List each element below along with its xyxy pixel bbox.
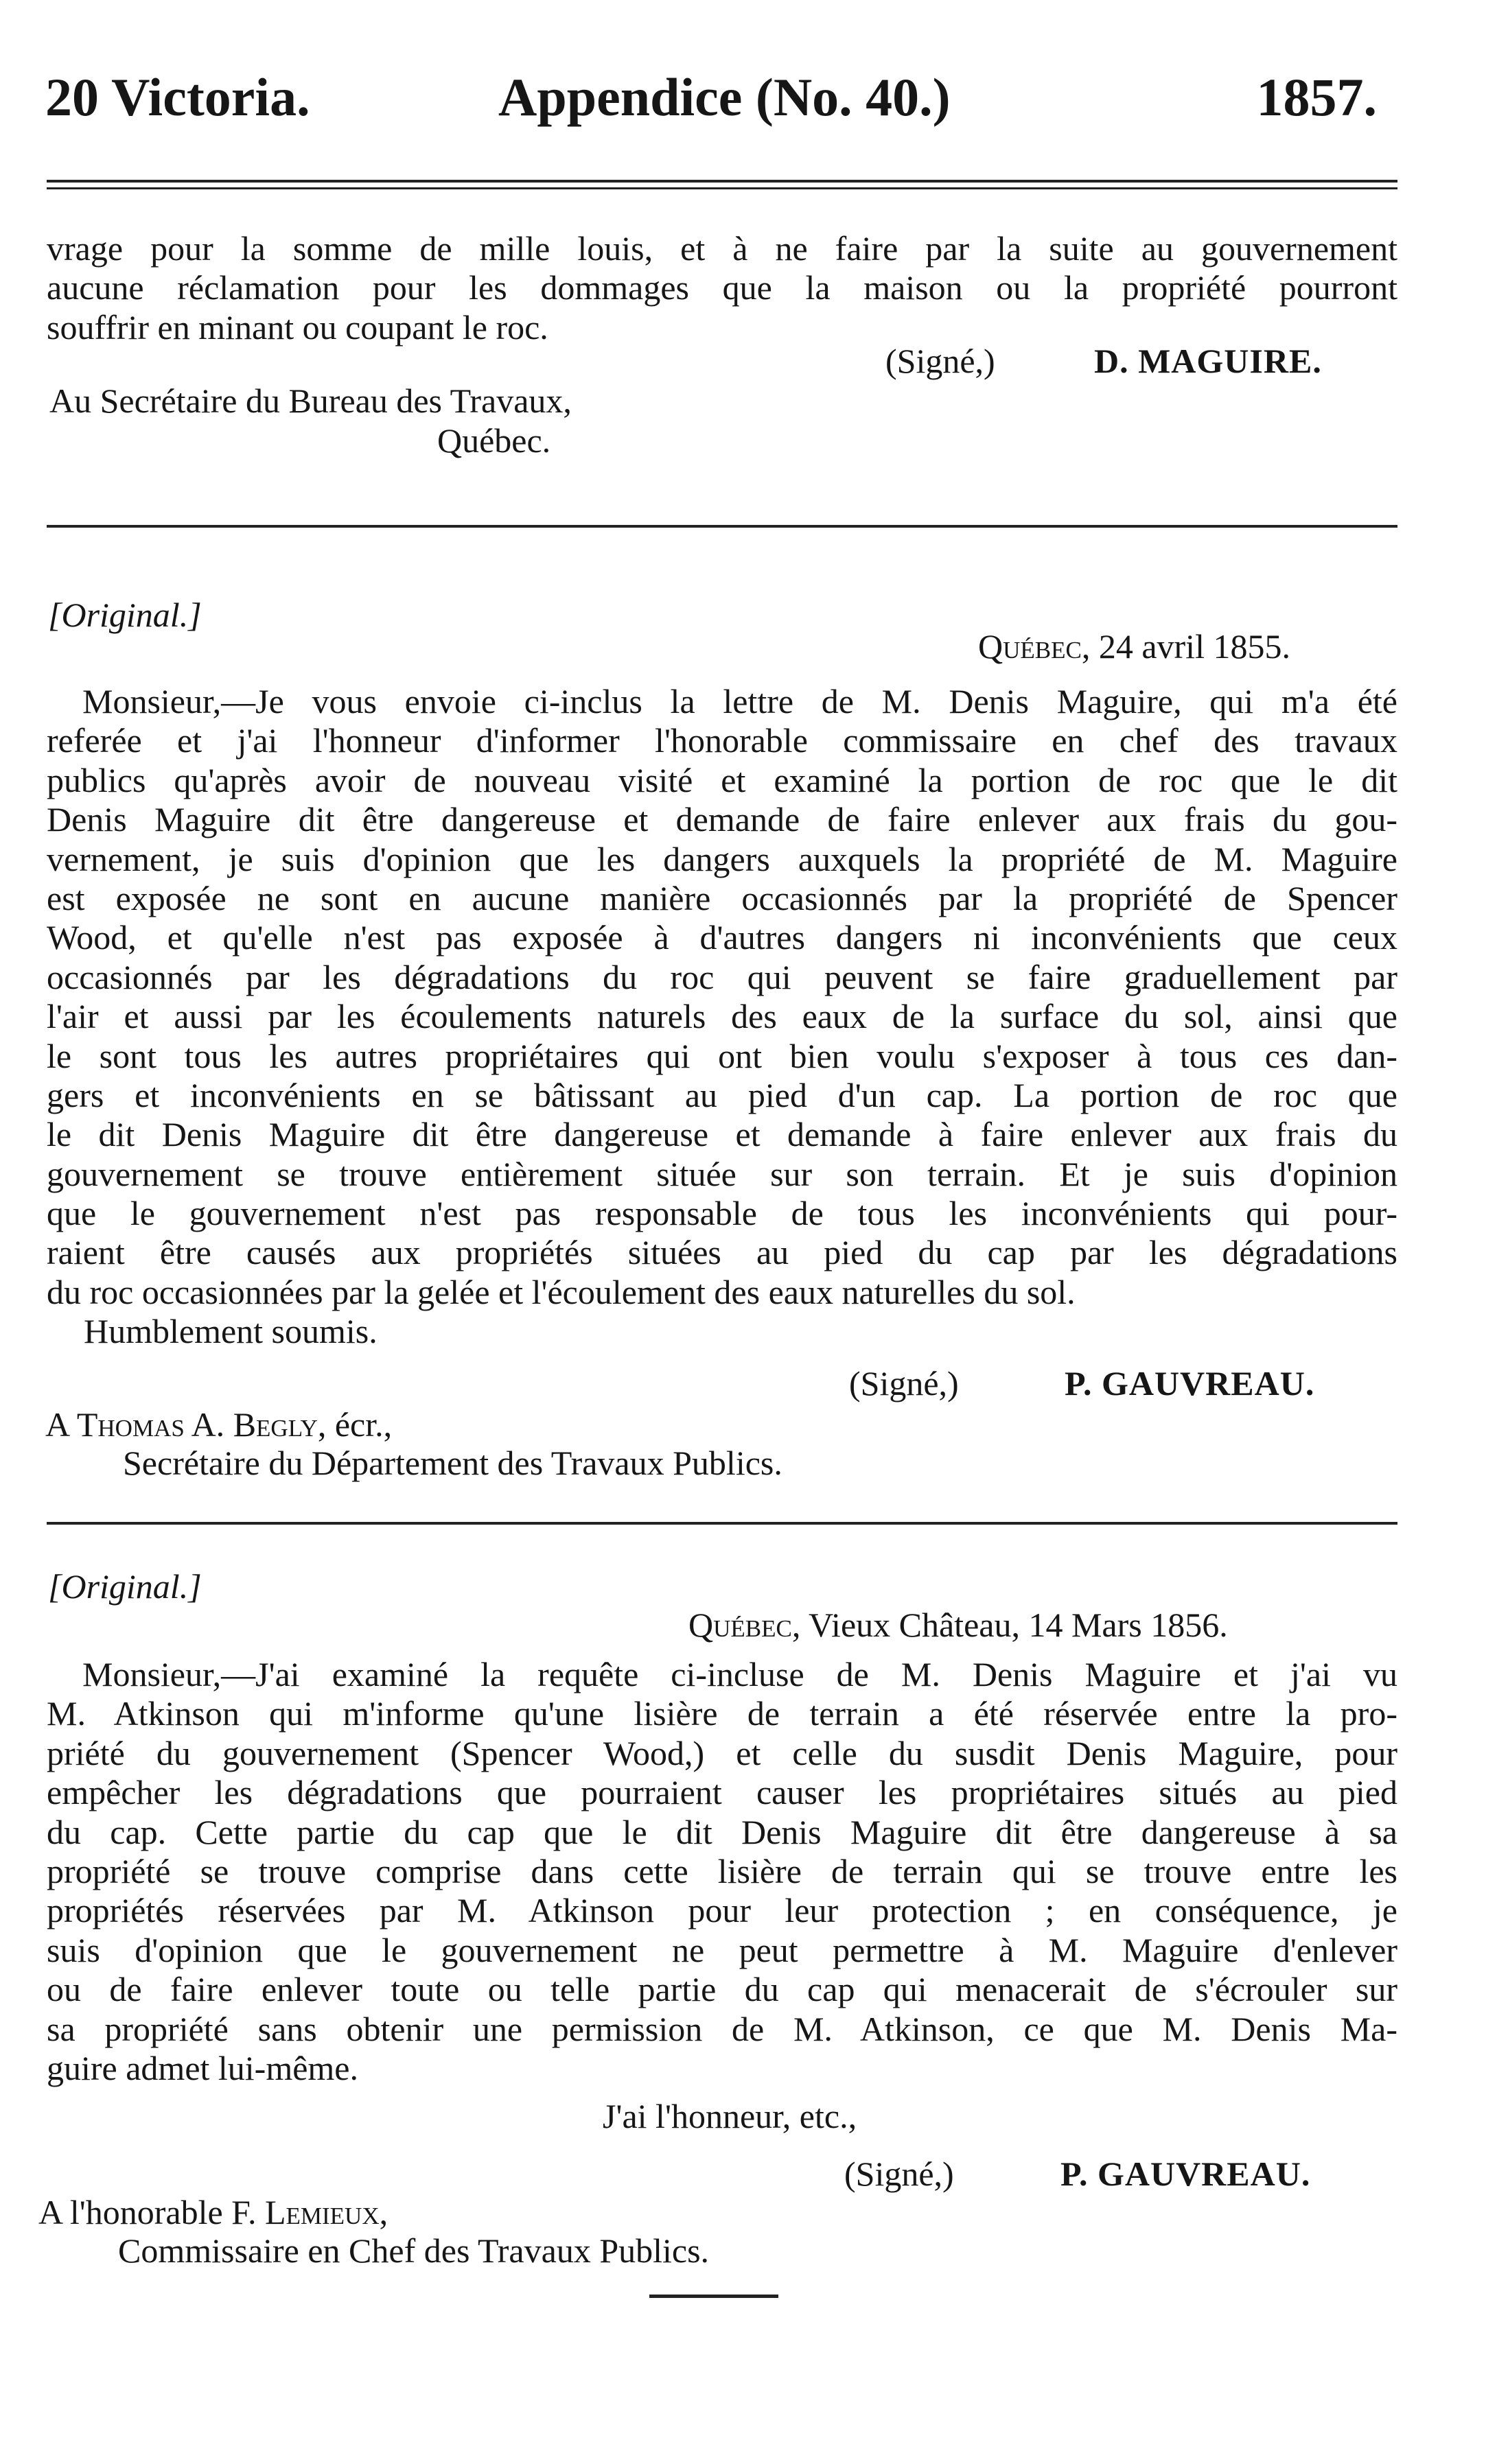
letter2-addressee-title: Secrétaire du Département des Travaux Publics. (123, 1444, 782, 1482)
letter3-signe: (Signé,) (844, 2155, 954, 2193)
letter2-dateline (978, 627, 1290, 667)
letter2-signe: (Signé,) (849, 1364, 959, 1403)
letter3-addressee-suffix: , (379, 2193, 388, 2231)
letter3-line: guire admet lui-même. (47, 2048, 359, 2087)
running-header (45, 63, 1377, 132)
letter3-addressee-title: Commissaire en Chef des Travaux Publics. (118, 2231, 710, 2270)
letter3-line: M. Atkinson qui m'informe qu'une lisière de terrain a été réservée entre la pro- (47, 1694, 1397, 1733)
letter2-addressee (45, 1405, 392, 1445)
letter3-line: suis d'opinion que le gouvernement ne peut permettre à M. Maguire d'enlever (47, 1930, 1397, 1969)
header-appendix: Appendice (No. 40.) (498, 67, 951, 127)
letter2-addressee-prefix: A (45, 1405, 77, 1444)
letter3-line: empêcher les dégradations que pourraient causer les propriétaires situés au pied (47, 1773, 1397, 1812)
letter3-line: propriété se trouve comprise dans cette lisière de terrain qui se trouve entre les (47, 1851, 1397, 1890)
letter1-signe: (Signé,) (885, 342, 995, 380)
letter2-signature: P. GAUVREAU. (1065, 1364, 1315, 1403)
letter1-line: souffrir en minant ou coupant le roc. (47, 307, 548, 347)
letter2-body (47, 682, 1397, 1312)
letter3-original-tag: [Original.] (48, 1567, 202, 1606)
letter3-closing: J'ai l'honneur, etc., (603, 2097, 857, 2135)
header-regnal-year: 20 Victoria. (45, 67, 310, 127)
letter1-line: vrage pour la somme de mille louis, et à ne faire par la suite au gouvernement (47, 229, 1397, 268)
letter2-line: referée et j'ai l'honneur d'informer l'honorable commissaire en chef des travaux (47, 721, 1397, 760)
letter2-line: Denis Maguire dit être dangereuse et demande de faire enlever aux frais du gou- (47, 800, 1397, 839)
letter1-address-line2: Québec. (437, 421, 551, 460)
letter3-addressee-name: Lemieux (264, 2193, 380, 2231)
letter2-addressee-suffix: , écr., (317, 1405, 393, 1444)
letter2-line: Wood, et qu'elle n'est pas exposée à d'autres dangers ni inconvénients que ceux (47, 918, 1397, 957)
letter3-signature: P. GAUVREAU. (1060, 2155, 1311, 2193)
letter1-line: aucune réclamation pour les dommages que la maison ou la propriété pourront (47, 268, 1397, 307)
letter2-line: gers et inconvénients en se bâtissant au pied d'un cap. La portion de roc que (47, 1075, 1397, 1114)
letter2-line: raient être causés aux propriétés situées au pied du cap par les dégradations (47, 1233, 1397, 1272)
letter2-line: publics qu'après avoir de nouveau visité et examiné la portion de roc que le dit (47, 760, 1397, 799)
letter1-address-line1: Au Secrétaire du Bureau des Travaux, (49, 382, 572, 420)
letter2-line: le dit Denis Maguire dit être dangereuse et demande à faire enlever aux frais du (47, 1115, 1397, 1154)
letter2-addressee-mid: A. (184, 1405, 233, 1444)
letter3-line: priété du gouvernement (Spencer Wood,) et celle du susdit Denis Maguire, pour (47, 1733, 1397, 1772)
letter3-date-place: Québec (688, 1606, 792, 1644)
letter2-original-tag: [Original.] (48, 596, 202, 634)
letter3-body (47, 1655, 1397, 2088)
letter1-signature: D. MAGUIRE. (1094, 342, 1322, 380)
letter3-line: Monsieur,—J'ai examiné la requête ci-incluse de M. Denis Maguire et j'ai vu (82, 1655, 1397, 1693)
letter3-addressee-prefix: A l'honorable F. (38, 2193, 265, 2231)
letter2-date-place: Québec (978, 627, 1082, 666)
letter3-date-rest: , Vieux Château, 14 Mars 1856. (791, 1606, 1228, 1644)
letter2-line: occasionnés par les dégradations du roc qui peuvent se faire graduellement par (47, 957, 1397, 996)
section-rule (47, 525, 1397, 528)
letter2-closing: Humblement soumis. (84, 1312, 378, 1350)
letter3-addressee (38, 2193, 388, 2233)
letter3-line: propriétés réservées par M. Atkinson pour leur protection ; en conséquence, je (47, 1891, 1397, 1930)
letter3-line: ou de faire enlever toute ou telle partie du cap qui menacerait de s'écrouler sur (47, 1970, 1397, 2009)
letter2-line: du roc occasionnées par la gelée et l'écoulement des eaux naturelles du sol. (47, 1272, 1076, 1311)
end-rule (649, 2295, 778, 2298)
letter2-line: le sont tous les autres propriétaires qui ont bien voulu s'exposer à tous ces dan- (47, 1036, 1397, 1075)
letter3-line: du cap. Cette partie du cap que le dit Denis Maguire dit être dangereuse à sa (47, 1812, 1397, 1851)
header-double-rule (47, 180, 1397, 189)
letter2-line: est exposée ne sont en aucune manière occasionnés par la propriété de Spencer (47, 878, 1397, 917)
letter3-line: sa propriété sans obtenir une permission de M. Atkinson, ce que M. Denis Ma- (47, 2009, 1397, 2048)
letter2-addressee-first: Thomas (76, 1405, 185, 1444)
letter2-line: Monsieur,—Je vous envoie ci-inclus la lettre de M. Denis Maguire, qui m'a été (82, 682, 1397, 720)
letter2-line: vernement, je suis d'opinion que les dangers auxquels la propriété de M. Maguire (47, 839, 1397, 878)
letter2-line: l'air et aussi par les écoulements naturels des eaux de la surface du sol, ainsi que (47, 997, 1397, 1036)
section-rule (47, 1522, 1397, 1525)
letter2-date-rest: , 24 avril 1855. (1081, 627, 1290, 666)
letter1-body (47, 229, 1397, 347)
letter2-addressee-last: Begly (233, 1405, 318, 1444)
header-year: 1857. (1256, 67, 1377, 127)
letter3-dateline (688, 1606, 1228, 1645)
letter2-line: que le gouvernement n'est pas responsable de tous les inconvénients qui pour- (47, 1194, 1397, 1233)
letter2-line: gouvernement se trouve entièrement située sur son terrain. Et je suis d'opinion (47, 1154, 1397, 1193)
